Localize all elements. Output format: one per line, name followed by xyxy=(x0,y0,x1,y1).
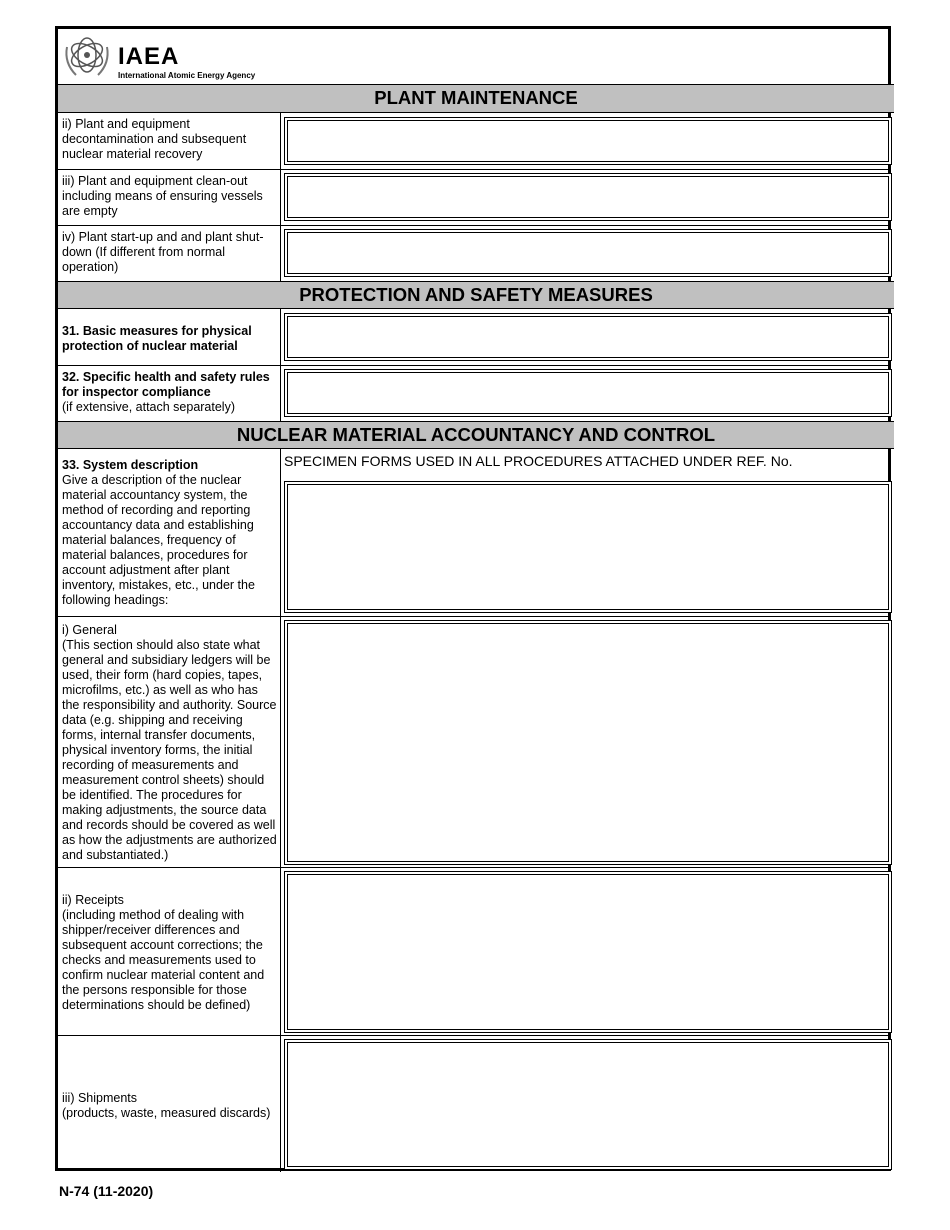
specimen-forms-note: SPECIMEN FORMS USED IN ALL PROCEDURES ATTACHED UNDER REF. No. xyxy=(284,453,793,469)
label-shipments xyxy=(58,1087,280,1147)
logo-wordmark: IAEA xyxy=(118,43,180,70)
label-general-title: i) General xyxy=(62,623,117,637)
section-header-accountancy: NUCLEAR MATERIAL ACCOUNTANCY AND CONTROL xyxy=(58,421,894,449)
field-pm-iv[interactable] xyxy=(284,229,892,277)
label-q32 xyxy=(58,366,280,421)
field-general[interactable] xyxy=(284,620,892,865)
iaea-logo xyxy=(62,33,262,79)
section-header-protection: PROTECTION AND SAFETY MEASURES xyxy=(58,281,894,309)
field-pm-ii[interactable] xyxy=(284,117,892,165)
form-page xyxy=(55,26,891,1171)
label-q33-desc: Give a description of the nuclear material accountancy system, the method of recording and reporting accountancy data and establishing material balances, frequency of material balances, procedures for account adjustment after plant inventory, mistakes, etc., under the following headings: xyxy=(62,473,255,607)
field-pm-iii[interactable] xyxy=(284,173,892,221)
label-shipments-desc: (products, waste, measured discards) xyxy=(62,1106,271,1120)
label-q33 xyxy=(58,454,280,616)
logo-subtitle: International Atomic Energy Agency xyxy=(118,71,256,80)
field-shipments[interactable] xyxy=(284,1039,892,1170)
label-general xyxy=(58,619,280,867)
field-receipts[interactable] xyxy=(284,871,892,1033)
label-q32-title: 32. Specific health and safety rules for inspector compliance xyxy=(62,370,270,399)
label-pm-ii: ii) Plant and equipment decontamination and subsequent nuclear material recovery xyxy=(62,117,247,161)
column-divider xyxy=(280,449,281,1172)
label-general-desc: (This section should also state what general and subsidiary ledgers will be used, their form (hard copies, tapes, microfilms, etc.) as well as who has the responsibility and authority. Source data (e.g. shipping and receiving forms, internal transfer documents, physical inventory forms, the initial recording of measurements and measurement control sheets) should be identified. The procedures for making adjustments, the source data and records should be covered as well as how the adjustments are authorized and substantiated.) xyxy=(62,638,277,862)
label-q31: 31. Basic measures for physical protection of nuclear material xyxy=(62,324,252,353)
label-receipts-desc: (including method of dealing with shipper/receiver differences and subsequent account corrections; the checks and measurements used to confirm nuclear material content and the persons responsible for those determinations should be defined) xyxy=(62,908,265,1012)
label-receipts-title: ii) Receipts xyxy=(62,893,124,907)
iaea-emblem-icon xyxy=(62,33,112,79)
label-q33-title: 33. System description xyxy=(62,458,199,472)
field-q32[interactable] xyxy=(284,369,892,417)
form-code: N-74 (11-2020) xyxy=(59,1183,154,1199)
section-header-plant-maintenance: PLANT MAINTENANCE xyxy=(58,84,894,113)
column-divider xyxy=(280,113,281,281)
label-receipts xyxy=(58,889,280,1035)
row-divider xyxy=(58,616,888,617)
column-divider xyxy=(280,309,281,421)
label-q32-note: (if extensive, attach separately) xyxy=(62,400,235,414)
field-q33[interactable] xyxy=(284,481,892,613)
row-divider xyxy=(58,1035,888,1036)
label-pm-iv: iv) Plant start-up and and plant shut-down (If different from normal operation) xyxy=(62,230,264,274)
field-q31[interactable] xyxy=(284,313,892,361)
label-shipments-title: iii) Shipments xyxy=(62,1091,138,1105)
label-pm-iii: iii) Plant and equipment clean-out including means of ensuring vessels are empty xyxy=(62,174,263,218)
row-divider xyxy=(58,867,888,868)
